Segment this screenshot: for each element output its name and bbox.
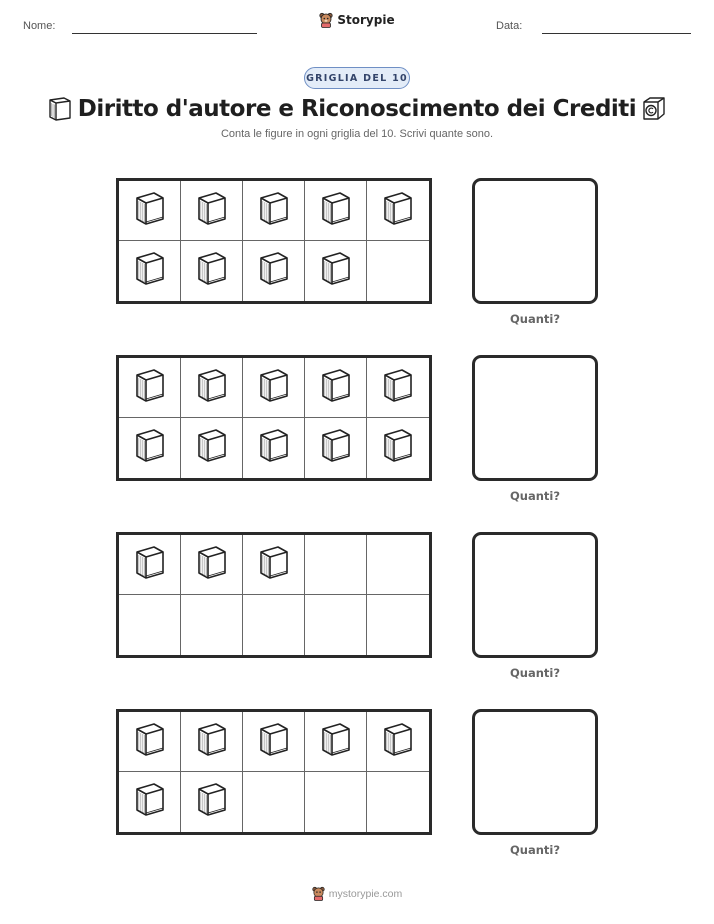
grid-cell	[367, 181, 429, 241]
grid-cell	[367, 535, 429, 595]
grid-cell	[305, 772, 367, 832]
answer-box[interactable]	[472, 355, 598, 481]
grid-cell	[305, 358, 367, 418]
book-icon	[194, 720, 230, 764]
grid-cell	[119, 181, 181, 241]
quanti-label: Quanti?	[509, 843, 561, 857]
quanti-label: Quanti?	[509, 312, 561, 326]
book-icon	[132, 720, 168, 764]
grid-cell	[181, 535, 243, 595]
book-icon	[318, 426, 354, 470]
grid-cell	[181, 595, 243, 655]
book-icon	[132, 189, 168, 233]
grid-cell	[181, 712, 243, 772]
book-icon	[256, 543, 292, 587]
book-icon	[132, 426, 168, 470]
grid-cell	[243, 358, 305, 418]
book-icon	[380, 426, 416, 470]
grid-cell	[367, 241, 429, 301]
title-row	[0, 92, 714, 126]
brand-name: Storypie	[337, 13, 395, 27]
grid-cell	[243, 595, 305, 655]
grid-cell	[243, 418, 305, 478]
page-title: Diritto d'autore e Riconoscimento dei Crediti	[77, 96, 637, 122]
grid-cell	[367, 358, 429, 418]
book-icon	[256, 189, 292, 233]
ten-frame	[116, 532, 432, 658]
answer-box[interactable]	[472, 178, 598, 304]
grid-cell	[305, 241, 367, 301]
book-icon	[132, 366, 168, 410]
book-icon	[380, 720, 416, 764]
book-icon	[318, 249, 354, 293]
book-icon	[318, 189, 354, 233]
brand-logo	[0, 12, 714, 28]
grid-cell	[181, 418, 243, 478]
name-label: Nome:	[23, 20, 56, 32]
book-icon	[256, 720, 292, 764]
book-icon	[132, 249, 168, 293]
grid-cell	[243, 712, 305, 772]
grid-cell	[181, 181, 243, 241]
answer-box[interactable]	[472, 709, 598, 835]
answer-box[interactable]	[472, 532, 598, 658]
book-icon	[132, 543, 168, 587]
grid-cell	[243, 772, 305, 832]
grid-cell	[305, 181, 367, 241]
grid-cell	[243, 241, 305, 301]
grid-cell	[181, 358, 243, 418]
grid-cell	[119, 418, 181, 478]
ten-frame	[116, 355, 432, 481]
grid-cell	[119, 358, 181, 418]
book-icon	[318, 720, 354, 764]
instructions: Conta le figure in ogni griglia del 10. Scrivi quante sono.	[220, 128, 494, 140]
book-icon	[194, 780, 230, 824]
grid-cell	[305, 418, 367, 478]
book-icon	[256, 249, 292, 293]
grid-cell	[119, 772, 181, 832]
book-icon	[256, 366, 292, 410]
grid-cell	[367, 418, 429, 478]
book-icon	[194, 366, 230, 410]
book-icon	[380, 366, 416, 410]
grid-cell	[305, 712, 367, 772]
date-label: Data:	[496, 20, 523, 32]
book-icon	[194, 426, 230, 470]
book-icon	[194, 189, 230, 233]
book-icon	[194, 543, 230, 587]
book-icon	[318, 366, 354, 410]
bear-mascot-icon	[319, 12, 333, 28]
bear-mascot-icon	[312, 886, 325, 901]
copyright-block-icon	[640, 95, 668, 123]
book-icon	[256, 426, 292, 470]
grid-cell	[119, 595, 181, 655]
name-field[interactable]	[72, 33, 257, 34]
worksheet-type-badge: GRIGLIA DEL 10	[304, 67, 410, 89]
quanti-label: Quanti?	[509, 666, 561, 680]
grid-cell	[243, 181, 305, 241]
book-icon	[194, 249, 230, 293]
grid-cell	[119, 712, 181, 772]
grid-cell	[181, 772, 243, 832]
grid-cell	[305, 535, 367, 595]
grid-cell	[367, 772, 429, 832]
footer	[0, 886, 714, 901]
date-field[interactable]	[542, 33, 691, 34]
ten-frame	[116, 709, 432, 835]
grid-cell	[243, 535, 305, 595]
grid-cell	[367, 595, 429, 655]
grid-cell	[367, 712, 429, 772]
grid-cell	[119, 241, 181, 301]
footer-url: mystorypie.com	[328, 887, 403, 900]
grid-cell	[181, 241, 243, 301]
ten-frame	[116, 178, 432, 304]
quanti-label: Quanti?	[509, 489, 561, 503]
grid-cell	[119, 535, 181, 595]
book-icon	[132, 780, 168, 824]
grid-cell	[305, 595, 367, 655]
book-icon	[380, 189, 416, 233]
